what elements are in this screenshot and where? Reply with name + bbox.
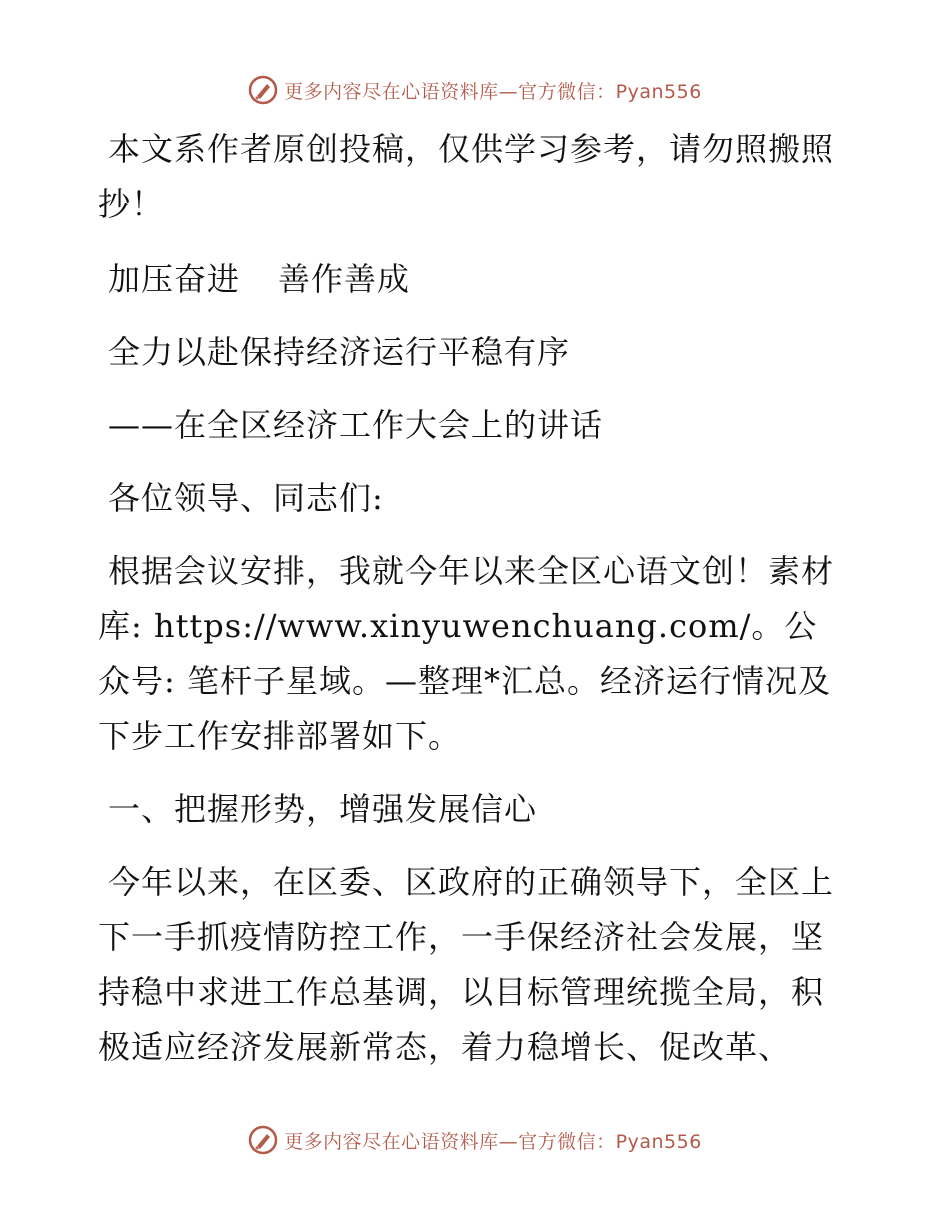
- copyright-notice: 本文系作者原创投稿，仅供学习参考，请勿照搬照抄！: [98, 130, 835, 223]
- title-part1: 加压奋进: [108, 260, 241, 298]
- document-title-line1: [98, 252, 838, 307]
- paragraph-situation: 今年以来，在区委、区政府的正确领导下，全区上下一手抓疫情防控工作，一手保经济社会发展，坚持稳中求进工作总基调，以目标管理统揽全局，积极适应经济发展新常态，着力稳增长、促改革、: [98, 863, 835, 1066]
- document-title-line2: 全力以赴保持经济运行平稳有序: [108, 333, 571, 371]
- header-banner-text: 更多内容尽在心语资料库—官方微信：Pyan556: [284, 80, 702, 103]
- section-heading-1: 一、把握形势，增强发展信心: [108, 790, 538, 828]
- footer-banner-text: 更多内容尽在心语资料库—官方微信：Pyan556: [284, 1130, 702, 1153]
- logo-icon: [248, 1125, 278, 1155]
- salutation: 各位领导、同志们:: [108, 479, 384, 517]
- document-body: [98, 122, 838, 1075]
- logo-icon: [248, 75, 278, 105]
- document-subtitle: ——在全区经济工作大会上的讲话: [108, 406, 604, 444]
- title-part2: 善作善成: [278, 260, 411, 298]
- paragraph-intro: 根据会议安排，我就今年以来全区心语文创！素材库: https://www.xinyuwenchuang.com/。公众号: 笔杆子星域。—整理*汇总。经济运行情况及下步工作安排部署如下。: [98, 552, 835, 755]
- header-banner: [0, 70, 950, 110]
- footer-banner: [0, 1120, 950, 1160]
